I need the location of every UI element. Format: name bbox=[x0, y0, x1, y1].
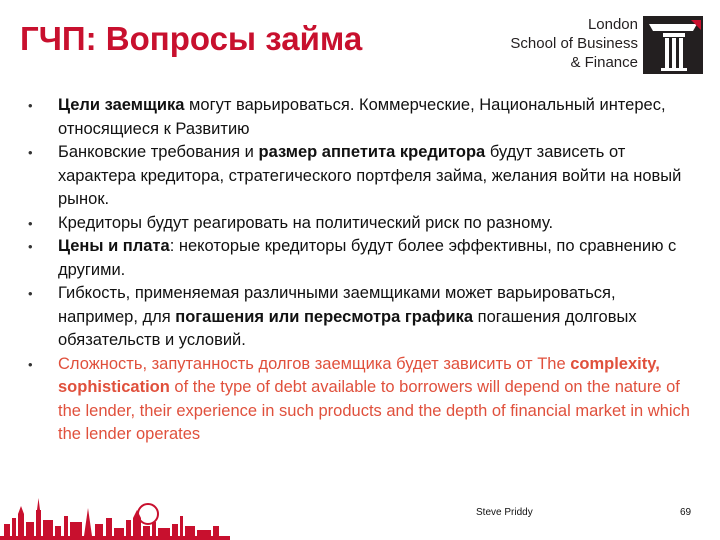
bullet-text: будут зависеть от характера кредитора, стратегического портфеля займа, желания войти на новый рынок. bbox=[58, 143, 682, 208]
bullet-bold-text: размер аппетита кредитора bbox=[258, 143, 486, 161]
bullet-dot: • bbox=[28, 215, 33, 231]
bullet-item-highlight bbox=[24, 353, 694, 447]
column-emblem-icon bbox=[643, 16, 703, 74]
bullet-item bbox=[24, 94, 694, 141]
bullet-bold-text: погашения или пересмотра графика bbox=[175, 307, 474, 326]
logo-text bbox=[508, 15, 638, 72]
bullet-text: : некоторые кредиторы будут более эффективны, по сравнению с другими. bbox=[58, 237, 677, 279]
bullet-dot: • bbox=[28, 239, 33, 254]
bullet-text: Кредиторы будут реагировать на политический риск по разному. bbox=[58, 213, 554, 232]
bullet-dot: • bbox=[28, 98, 33, 113]
bullet-text: Банковские требования и bbox=[58, 143, 259, 161]
bullet-bold-text: complexity, sophistication bbox=[58, 354, 660, 396]
lsbf-logo bbox=[500, 14, 710, 76]
logo-line-3: & Finance bbox=[570, 54, 638, 71]
page-number: 69 bbox=[680, 507, 692, 518]
bullet-text: Сложность, запутанность долгов заемщика будет зависить от The bbox=[58, 354, 571, 373]
slide-title: ГЧП: Вопросы займа bbox=[20, 20, 363, 57]
logo-line-1: London bbox=[587, 16, 638, 33]
bullet-text: Гибкость, применяемая различными заемщиками может варьироваться, например, для bbox=[58, 284, 616, 326]
bullet-list bbox=[24, 94, 694, 447]
bullet-item bbox=[24, 235, 694, 282]
bullet-dot: • bbox=[28, 356, 33, 372]
bullet-text: погашения долговых обязательств и условий. bbox=[58, 307, 637, 349]
logo-line-2: School of Business bbox=[510, 35, 638, 52]
bullet-item bbox=[24, 141, 694, 212]
bullet-text: of the type of debt available to borrowers will depend on the nature of the lender, their experience in such products and the depth of financial market in which the lender operates bbox=[58, 378, 690, 443]
london-skyline-icon bbox=[0, 480, 230, 540]
bullet-text: могут варьироваться. Коммерческие, Национальный интерес, относящиеся к Развитию bbox=[58, 96, 666, 138]
bullet-dot: • bbox=[28, 145, 33, 160]
footer-author: Steve Priddy bbox=[476, 507, 533, 518]
bullet-item bbox=[24, 282, 694, 353]
bullet-dot: • bbox=[28, 286, 33, 301]
bullet-bold-text: Цены и плата bbox=[58, 237, 170, 255]
bullet-bold-text: Цели заемщика bbox=[58, 96, 185, 114]
bullet-item bbox=[24, 212, 694, 236]
